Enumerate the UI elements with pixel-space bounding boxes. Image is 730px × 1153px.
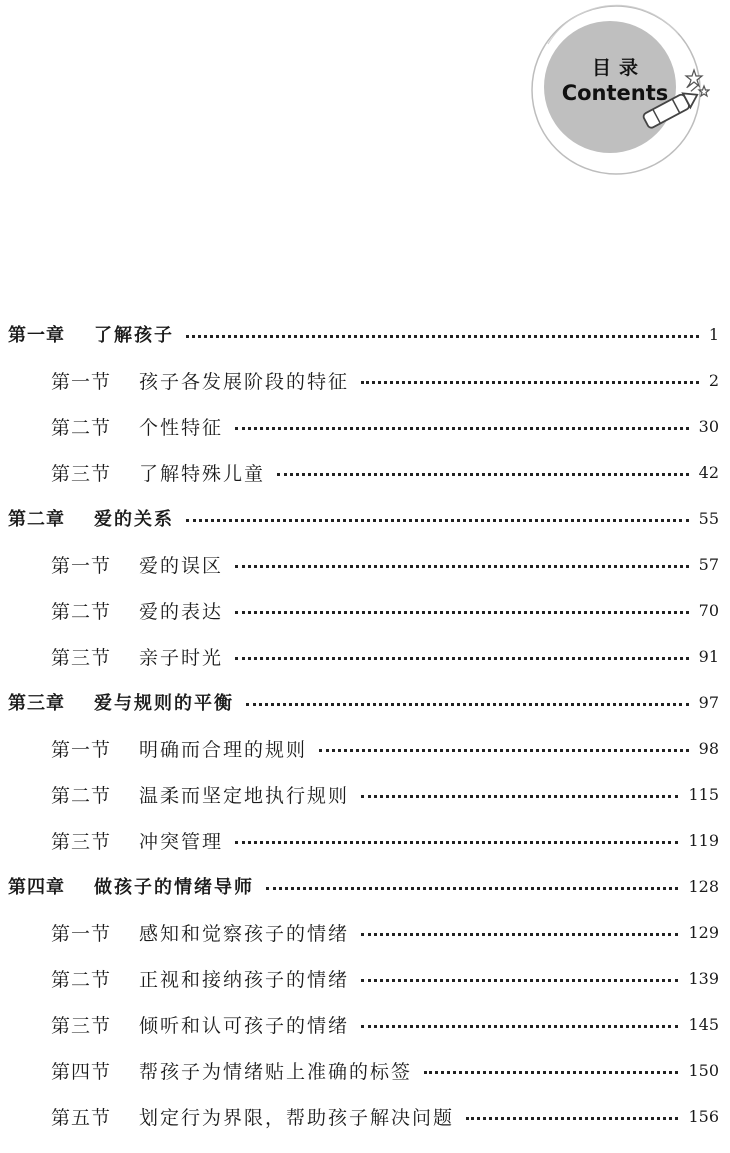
toc-section-1-3[interactable] bbox=[8, 449, 719, 495]
chapter-number: 第二章 bbox=[8, 509, 65, 530]
leader-dots bbox=[361, 933, 678, 936]
page-number: 70 bbox=[698, 600, 719, 620]
section-number: 第三节 bbox=[51, 1014, 112, 1037]
section-title: 划定行为界限，帮助孩子解决问题 bbox=[139, 1106, 455, 1129]
star-icon bbox=[686, 70, 709, 96]
toc-section-2-3[interactable] bbox=[8, 633, 719, 679]
section-title: 感知和觉察孩子的情绪 bbox=[139, 922, 350, 945]
section-title: 爱的误区 bbox=[139, 554, 224, 577]
toc-section-3-1[interactable] bbox=[8, 725, 719, 771]
toc-section-1-1[interactable] bbox=[8, 357, 719, 403]
toc-section-4-1[interactable] bbox=[8, 909, 719, 955]
toc-section-4-2[interactable] bbox=[8, 955, 719, 1001]
section-title: 了解特殊儿童 bbox=[139, 462, 266, 485]
leader-dots bbox=[186, 335, 699, 338]
section-number: 第一节 bbox=[51, 370, 112, 393]
section-title: 倾听和认可孩子的情绪 bbox=[139, 1014, 350, 1037]
section-number: 第二节 bbox=[51, 416, 112, 439]
page-number: 1 bbox=[708, 324, 719, 344]
section-title: 爱的表达 bbox=[139, 600, 224, 623]
chapter-number: 第一章 bbox=[8, 325, 65, 346]
section-number: 第四节 bbox=[51, 1060, 112, 1083]
leader-dots bbox=[361, 795, 678, 798]
leader-dots bbox=[235, 611, 689, 614]
toc-section-3-3[interactable] bbox=[8, 817, 719, 863]
page-number: 91 bbox=[698, 646, 719, 666]
section-title: 亲子时光 bbox=[139, 646, 224, 669]
chapter-number: 第三章 bbox=[8, 693, 65, 714]
contents-title-en: Contents bbox=[561, 81, 669, 105]
leader-dots bbox=[466, 1117, 678, 1120]
chapter-title: 做孩子的情绪导师 bbox=[94, 877, 254, 898]
section-number: 第三节 bbox=[51, 830, 112, 853]
section-number: 第三节 bbox=[51, 462, 112, 485]
leader-dots bbox=[319, 749, 689, 752]
leader-dots bbox=[186, 519, 689, 522]
chapter-title: 了解孩子 bbox=[94, 325, 174, 346]
toc-section-1-2[interactable] bbox=[8, 403, 719, 449]
toc-chapter-3[interactable] bbox=[8, 679, 719, 725]
section-number: 第二节 bbox=[51, 968, 112, 991]
page-number: 139 bbox=[688, 968, 719, 988]
chapter-title: 爱与规则的平衡 bbox=[94, 693, 234, 714]
leader-dots bbox=[235, 657, 689, 660]
section-number: 第一节 bbox=[51, 738, 112, 761]
page-number: 98 bbox=[698, 738, 719, 758]
section-number: 第三节 bbox=[51, 646, 112, 669]
page-number: 97 bbox=[698, 692, 719, 712]
leader-dots bbox=[277, 473, 689, 476]
section-title: 明确而合理的规则 bbox=[139, 738, 308, 761]
contents-title-cn: 目录 bbox=[591, 57, 646, 79]
page-number: 55 bbox=[698, 508, 719, 528]
section-title: 冲突管理 bbox=[139, 830, 224, 853]
toc-section-2-2[interactable] bbox=[8, 587, 719, 633]
contents-badge bbox=[528, 4, 710, 176]
chapter-number: 第四章 bbox=[8, 877, 65, 898]
section-number: 第二节 bbox=[51, 600, 112, 623]
page-number: 2 bbox=[708, 370, 719, 390]
page-number: 129 bbox=[688, 922, 719, 942]
leader-dots bbox=[235, 565, 689, 568]
toc-chapter-1[interactable] bbox=[8, 311, 719, 357]
table-of-contents bbox=[8, 311, 719, 1139]
leader-dots bbox=[424, 1071, 678, 1074]
toc-section-4-3[interactable] bbox=[8, 1001, 719, 1047]
toc-chapter-4[interactable] bbox=[8, 863, 719, 909]
leader-dots bbox=[235, 427, 689, 430]
section-title: 个性特征 bbox=[139, 416, 224, 439]
section-number: 第二节 bbox=[51, 784, 112, 807]
section-title: 正视和接纳孩子的情绪 bbox=[139, 968, 350, 991]
chapter-title: 爱的关系 bbox=[94, 509, 174, 530]
section-number: 第五节 bbox=[51, 1106, 112, 1129]
toc-section-2-1[interactable] bbox=[8, 541, 719, 587]
page-number: 30 bbox=[698, 416, 719, 436]
section-title: 温柔而坚定地执行规则 bbox=[139, 784, 350, 807]
section-title: 孩子各发展阶段的特征 bbox=[139, 370, 350, 393]
leader-dots bbox=[266, 887, 678, 890]
leader-dots bbox=[246, 703, 689, 706]
leader-dots bbox=[235, 841, 678, 844]
leader-dots bbox=[361, 1025, 678, 1028]
toc-section-3-2[interactable] bbox=[8, 771, 719, 817]
toc-chapter-2[interactable] bbox=[8, 495, 719, 541]
page-number: 128 bbox=[688, 876, 719, 896]
page-number: 156 bbox=[688, 1106, 719, 1126]
page-number: 150 bbox=[688, 1060, 719, 1080]
section-number: 第一节 bbox=[51, 554, 112, 577]
toc-section-4-4[interactable] bbox=[8, 1047, 719, 1093]
section-number: 第一节 bbox=[51, 922, 112, 945]
leader-dots bbox=[361, 381, 699, 384]
leader-dots bbox=[361, 979, 678, 982]
toc-section-4-5[interactable] bbox=[8, 1093, 719, 1139]
page-number: 145 bbox=[688, 1014, 719, 1034]
page-number: 119 bbox=[688, 830, 719, 850]
section-title: 帮孩子为情绪贴上准确的标签 bbox=[139, 1060, 413, 1083]
page-number: 57 bbox=[698, 554, 719, 574]
page-number: 42 bbox=[698, 462, 719, 482]
page-number: 115 bbox=[688, 784, 719, 804]
